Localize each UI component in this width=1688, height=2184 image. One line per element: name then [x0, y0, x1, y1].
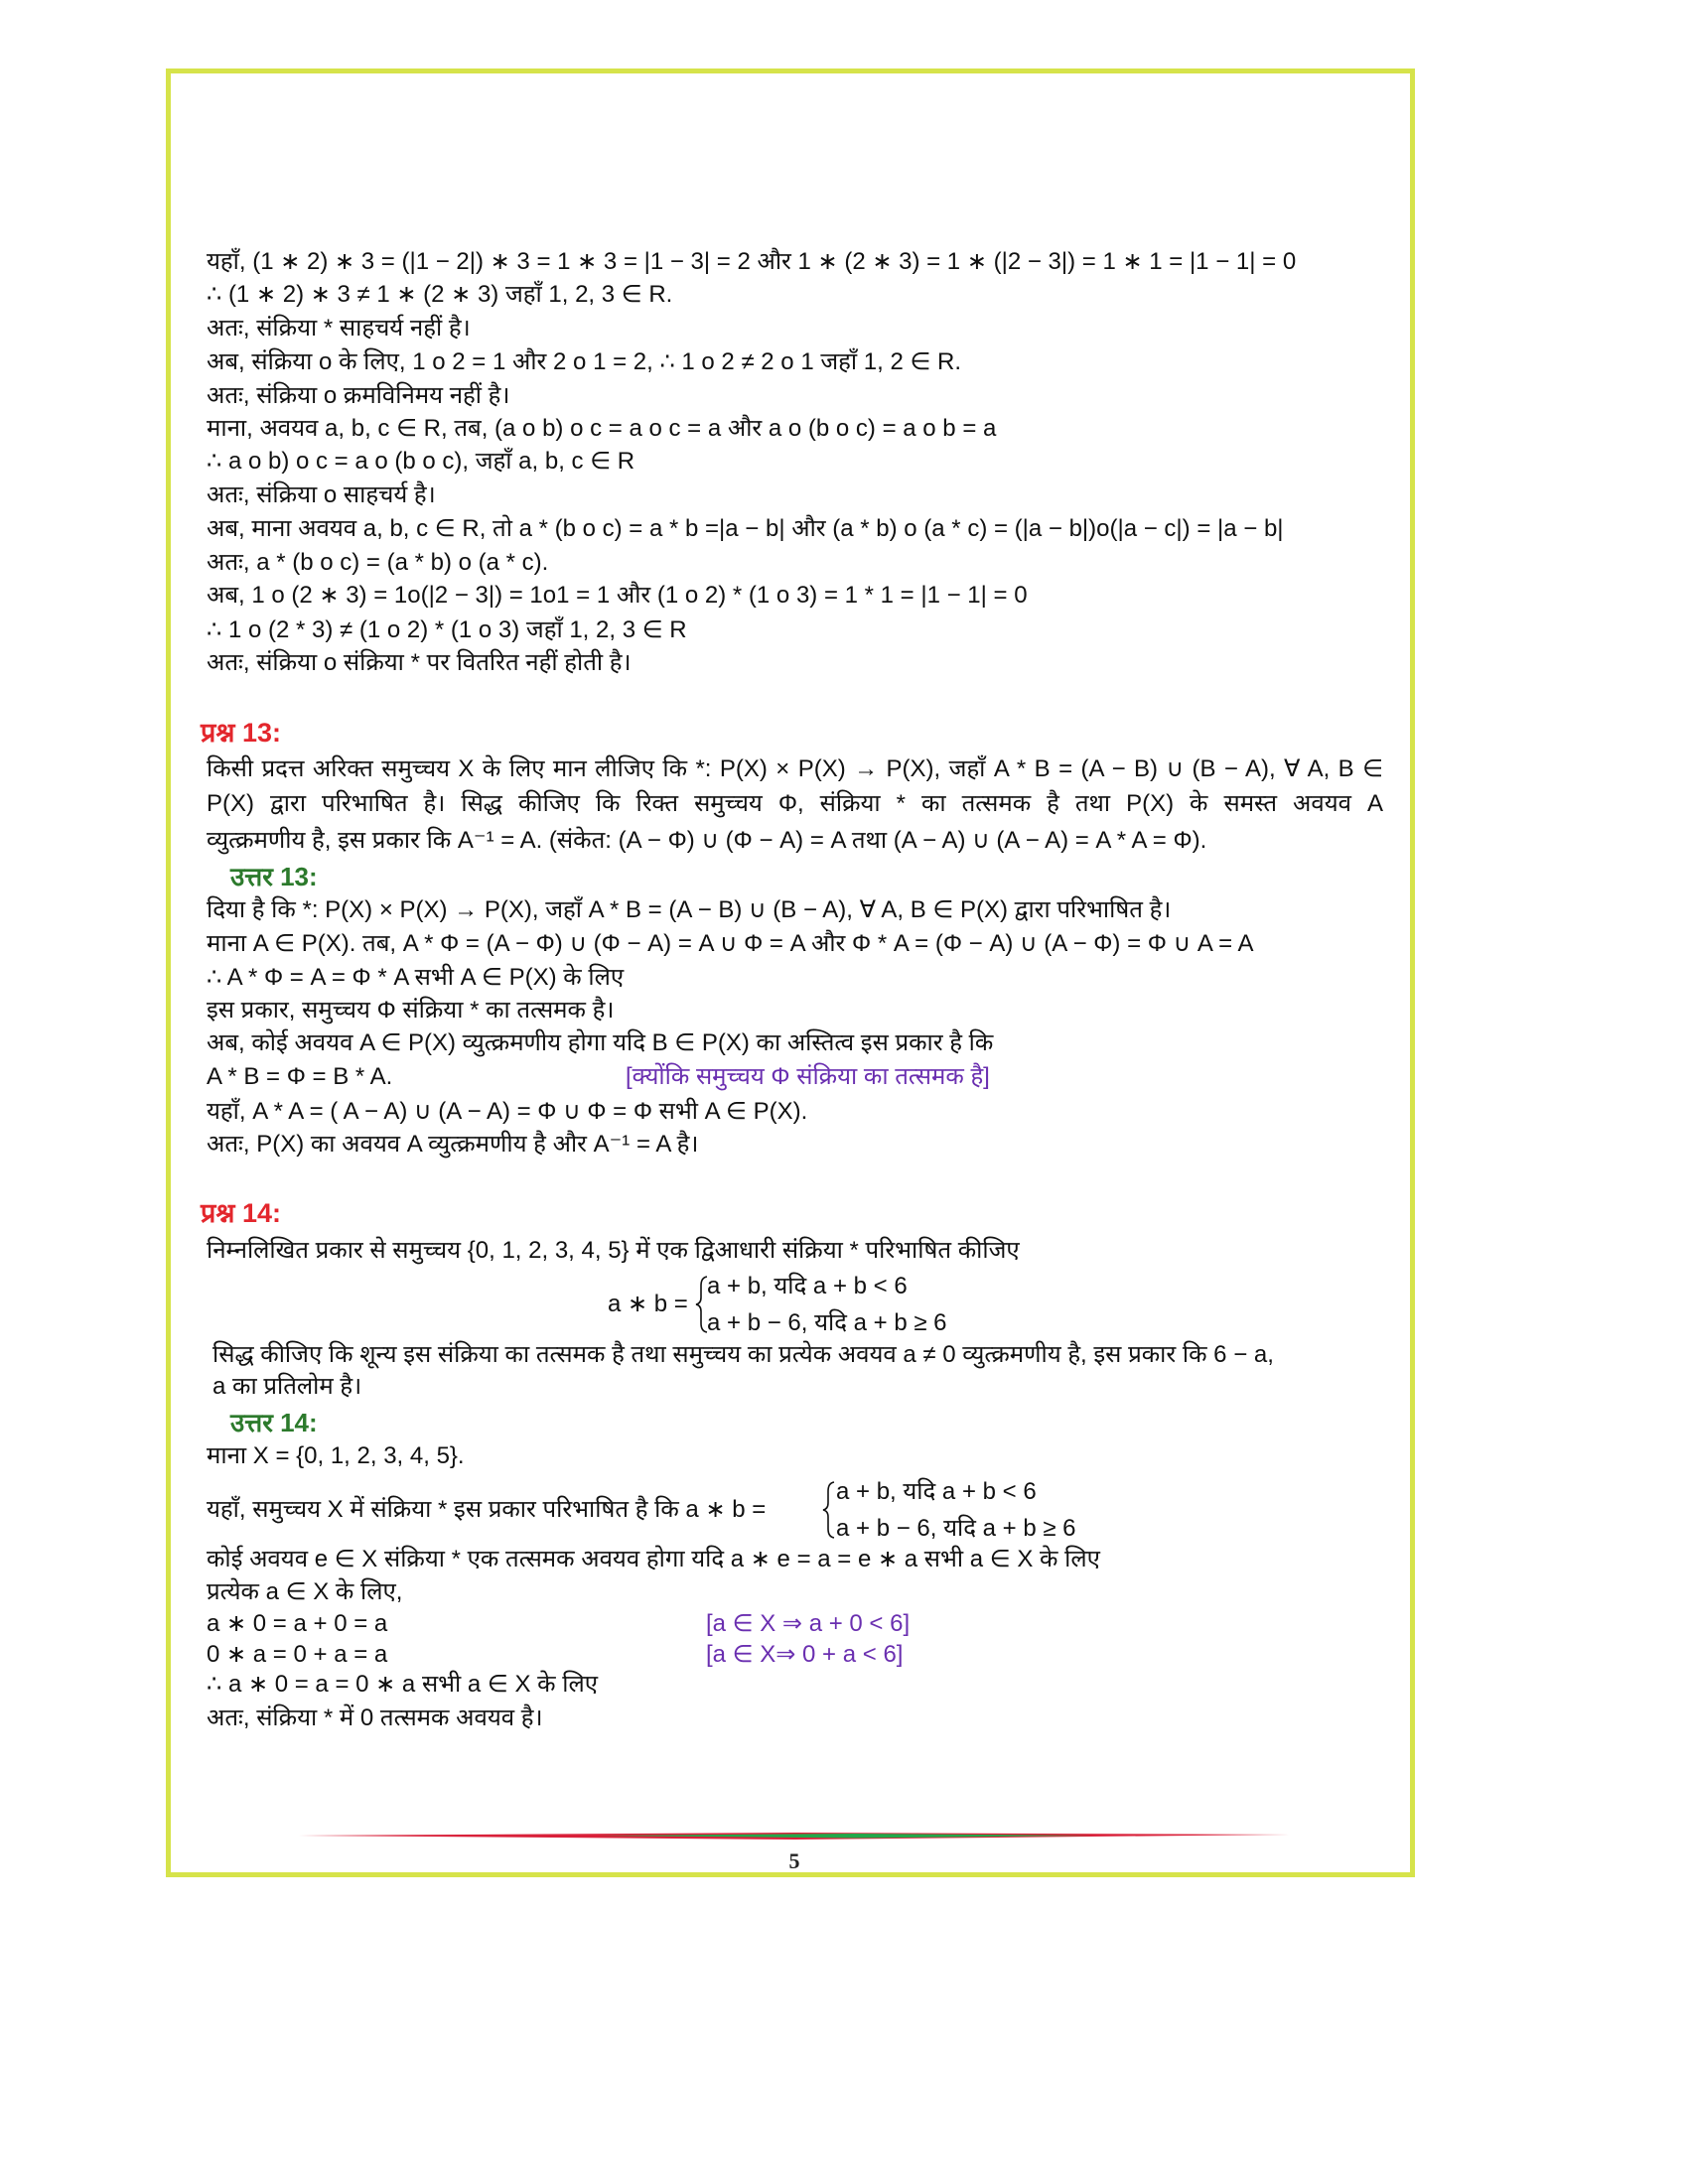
answer-14-line: कोई अवयव e ∈ X संक्रिया * एक तत्समक अवयव होगा यदि a ∗ e = a = e ∗ a सभी a ∈ X के लिए [207, 1546, 1100, 1572]
answer-13-line: A * B = Φ = B * A. [207, 1063, 393, 1090]
left-brace-icon [822, 1481, 836, 1539]
formula-case-2: a + b − 6, यदि a + b ≥ 6 [836, 1515, 1076, 1542]
answer-13-line: ∴ A * Φ = A = Φ * A सभी A ∈ P(X) के लिए [207, 964, 625, 991]
answer-14-note: [a ∈ X ⇒ a + 0 < 6] [706, 1610, 911, 1637]
answer-13-note: [क्योंकि समुच्चय Φ संक्रिया का तत्समक है] [626, 1063, 990, 1090]
text-line: यहाँ, (1 ∗ 2) ∗ 3 = (|1 − 2|) ∗ 3 = 1 ∗ 3 = |1 − 3| = 2 और 1 ∗ (2 ∗ 3) = 1 ∗ (|2 − 3|) = 1 ∗ 1 = |1 − 1| = 0 [207, 248, 1297, 275]
answer-14-line: माना X = {0, 1, 2, 3, 4, 5}. [207, 1442, 465, 1469]
footer-divider [299, 1832, 1290, 1841]
question-13-text: किसी प्रदत्त अरिक्त समुच्चय X के लिए मान लीजिए कि *: P(X) × P(X) → P(X), जहाँ A * B = (A − B) ∪ (B − A), ∀ A, B ∈ [207, 755, 1383, 782]
text-line: ∴ (1 ∗ 2) ∗ 3 ≠ 1 ∗ (2 ∗ 3) जहाँ 1, 2, 3 ∈ R. [207, 281, 673, 308]
text-line: अब, संक्रिया o के लिए, 1 o 2 = 1 और 2 o 1 = 2, ∴ 1 o 2 ≠ 2 o 1 जहाँ 1, 2 ∈ R. [207, 348, 962, 375]
text-line: अब, माना अवयव a, b, c ∈ R, तो a * (b o c) = a * b =|a − b| और (a * b) o (a * c) = (|a − b|)o(|a − c|) = |a − b| [207, 515, 1284, 542]
answer-13-line: यहाँ, A * A = ( A − A) ∪ (A − A) = Φ ∪ Φ = Φ सभी A ∈ P(X). [207, 1098, 808, 1125]
question-14-text: a का प्रतिलोम है। [212, 1373, 362, 1400]
formula-case-2: a + b − 6, यदि a + b ≥ 6 [707, 1309, 947, 1336]
answer-14-line: प्रत्येक a ∈ X के लिए, [207, 1578, 403, 1605]
text-line: अतः, संक्रिया o संक्रिया * पर वितरित नहीं होती है। [207, 649, 632, 676]
page-number: 5 [788, 1848, 800, 1873]
answer-13-heading: उत्तर 13: [230, 862, 318, 891]
formula-lhs: a ∗ b = [608, 1291, 688, 1317]
answer-14-note: [a ∈ X⇒ 0 + a < 6] [706, 1641, 904, 1668]
answer-13-line: अतः, P(X) का अवयव A व्युत्क्रमणीय है और A⁻¹ = A है। [207, 1131, 699, 1158]
formula-case-1: a + b, यदि a + b < 6 [707, 1273, 908, 1299]
question-14-heading: प्रश्न 14: [201, 1198, 281, 1228]
answer-14-line: ∴ a ∗ 0 = a = 0 ∗ a सभी a ∈ X के लिए [207, 1671, 599, 1698]
formula-lhs: यहाँ, समुच्चय X में संक्रिया * इस प्रकार परिभाषित है कि a ∗ b = [207, 1496, 767, 1523]
text-line: अतः, संक्रिया * साहचर्य नहीं है। [207, 315, 471, 341]
text-line: अतः, संक्रिया o साहचर्य है। [207, 481, 436, 508]
answer-14-line: अतः, संक्रिया * में 0 तत्समक अवयव है। [207, 1705, 543, 1731]
answer-14-line: a ∗ 0 = a + 0 = a [207, 1610, 388, 1637]
text-line: ∴ a o b) o c = a o (b o c), जहाँ a, b, c ∈ R [207, 448, 635, 475]
text-line: अतः, संक्रिया o क्रमविनिमय नहीं है। [207, 382, 510, 409]
answer-14-line: 0 ∗ a = 0 + a = a [207, 1641, 388, 1668]
answer-14-heading: उत्तर 14: [230, 1408, 318, 1437]
question-13-text: व्युत्क्रमणीय है, इस प्रकार कि A⁻¹ = A. (संकेत: (A − Φ) ∪ (Φ − A) = A तथा (A − A) ∪ (A − A) = A * A = Φ). [207, 827, 1207, 854]
text-line: अब, 1 o (2 ∗ 3) = 1o(|2 − 3|) = 1o1 = 1 और (1 o 2) * (1 o 3) = 1 * 1 = |1 − 1| = 0 [207, 582, 1028, 609]
question-13-text: P(X) द्वारा परिभाषित है। सिद्ध कीजिए कि रिक्त समुच्चय Φ, संक्रिया * का तत्समक है तथा P(X) के समस्त अवयव A [207, 790, 1383, 817]
answer-13-line: माना A ∈ P(X). तब, A * Φ = (A − Φ) ∪ (Φ − A) = A ∪ Φ = A और Φ * A = (Φ − A) ∪ (A − Φ) = Φ ∪ A = A [207, 930, 1254, 957]
answer-13-line: इस प्रकार, समुच्चय Φ संक्रिया * का तत्समक है। [207, 997, 615, 1024]
question-14-intro: निम्नलिखित प्रकार से समुच्चय {0, 1, 2, 3, 4, 5} में एक द्विआधारी संक्रिया * परिभाषित कीजिए [207, 1237, 1020, 1264]
question-13-heading: प्रश्न 13: [201, 718, 281, 748]
answer-13-line: अब, कोई अवयव A ∈ P(X) व्युत्क्रमणीय होगा यदि B ∈ P(X) का अस्तित्व इस प्रकार है कि [207, 1029, 994, 1056]
text-line: ∴ 1 o (2 * 3) ≠ (1 o 2) * (1 o 3) जहाँ 1, 2, 3 ∈ R [207, 616, 687, 643]
question-14-text: सिद्ध कीजिए कि शून्य इस संक्रिया का तत्समक है तथा समुच्चय का प्रत्येक अवयव a ≠ 0 व्युत्क्रमणीय है, इस प्रकार कि 6 − a, [212, 1341, 1274, 1368]
answer-13-line: दिया है कि *: P(X) × P(X) → P(X), जहाँ A * B = (A − B) ∪ (B − A), ∀ A, B ∈ P(X) द्वारा परिभाषित है। [207, 896, 1172, 923]
formula-case-1: a + b, यदि a + b < 6 [836, 1478, 1037, 1505]
text-line: अतः, a * (b o c) = (a * b) o (a * c). [207, 549, 549, 576]
text-line: माना, अवयव a, b, c ∈ R, तब, (a o b) o c = a o c = a और a o (b o c) = a o b = a [207, 415, 997, 442]
